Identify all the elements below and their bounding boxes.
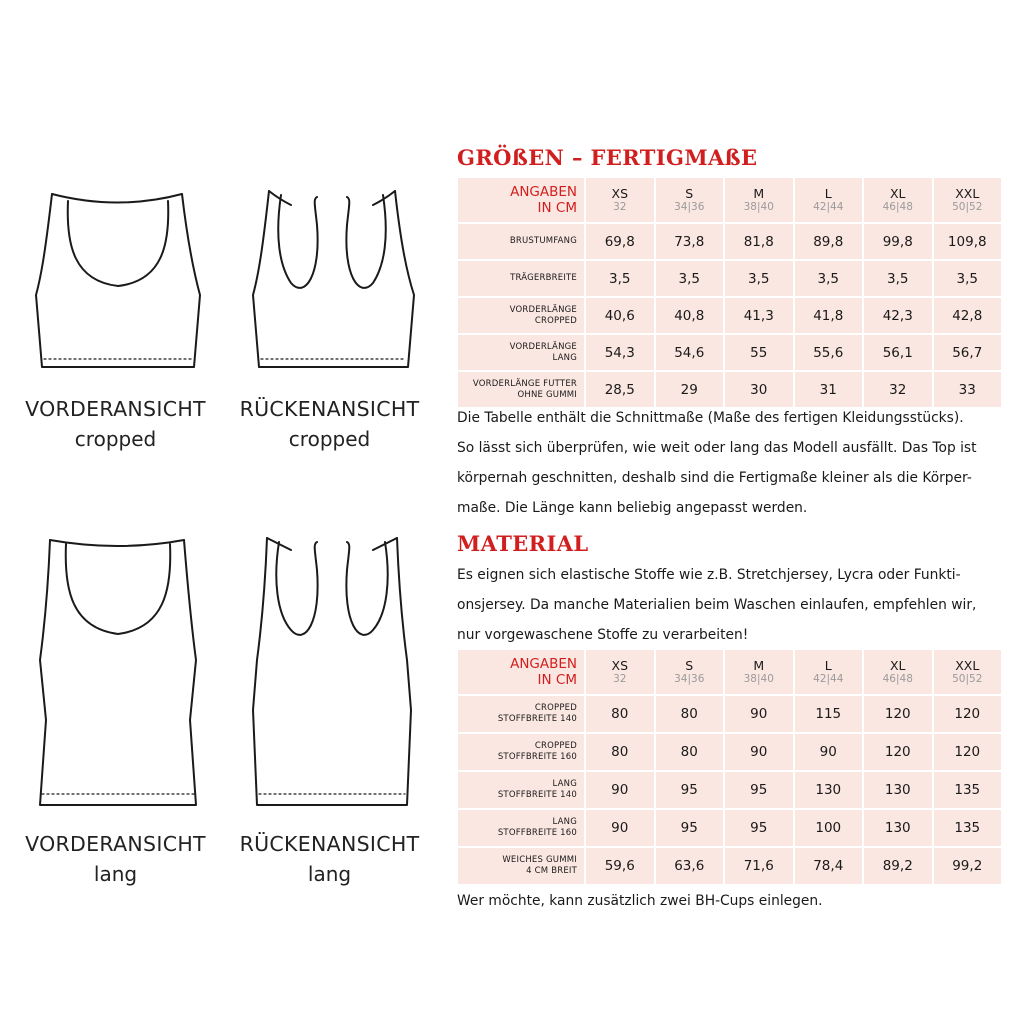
caption-back-cropped: [222, 397, 437, 451]
caption-title: RÜCKENANSICHT: [239, 832, 420, 856]
table-row: [457, 771, 1002, 809]
table-cell: 135: [933, 809, 1003, 847]
table-row: [457, 695, 1002, 733]
sketch-front-cropped: [30, 185, 205, 375]
table-cell: 59,6: [585, 847, 655, 885]
table-cell: 73,8: [655, 223, 725, 260]
table-cell: 3,5: [585, 260, 655, 297]
table-cell: 42,8: [933, 297, 1003, 334]
table-cell: 42,3: [863, 297, 933, 334]
table-cell: 3,5: [655, 260, 725, 297]
row-label: BRUSTUMFANG: [457, 223, 585, 260]
table-cell: 120: [933, 695, 1003, 733]
row-label: CROPPED STOFFBREITE 160: [457, 733, 585, 771]
table-cell: 80: [585, 695, 655, 733]
sketch-back-cropped: [245, 185, 420, 375]
row-label: CROPPED STOFFBREITE 140: [457, 695, 585, 733]
caption-back-long: [222, 832, 437, 886]
table-header-row: [457, 649, 1002, 695]
size-col-header: XL 46|48: [863, 649, 933, 695]
table-cell: 28,5: [585, 371, 655, 408]
table-cell: 90: [794, 733, 864, 771]
table-cell: 3,5: [933, 260, 1003, 297]
table-cell: 31: [794, 371, 864, 408]
table-cell: 130: [794, 771, 864, 809]
sizes-description: [457, 403, 1005, 523]
table-cell: 90: [724, 733, 794, 771]
paragraph-line: Die Tabelle enthält die Schnittmaße (Maße des fertigen Kleidungsstücks).: [457, 410, 964, 426]
size-col-header: XS 32: [585, 649, 655, 695]
sketch-back-long: [245, 530, 420, 815]
table-row: [457, 733, 1002, 771]
sizes-table: [456, 176, 1003, 409]
size-col-header: XXL 50|52: [933, 649, 1003, 695]
caption-title: RÜCKENANSICHT: [239, 397, 420, 421]
table-cell: 81,8: [724, 223, 794, 260]
table-cell: 3,5: [724, 260, 794, 297]
row-label: LANG STOFFBREITE 160: [457, 809, 585, 847]
paragraph-line: körpernah geschnitten, deshalb sind die Fertigmaße kleiner als die Körper-: [457, 470, 972, 486]
table-cell: 120: [863, 695, 933, 733]
table-row: [457, 809, 1002, 847]
table-cell: 90: [585, 771, 655, 809]
table-cell: 135: [933, 771, 1003, 809]
table-cell: 130: [863, 809, 933, 847]
size-col-header: XS 32: [585, 177, 655, 223]
row-label: VORDERLÄNGE FUTTER OHNE GUMMI: [457, 371, 585, 408]
row-label: LANG STOFFBREITE 140: [457, 771, 585, 809]
table-header-label: ANGABEN IN CM: [457, 649, 585, 695]
caption-front-long: [8, 832, 223, 886]
table-cell: 78,4: [794, 847, 864, 885]
table-cell: 30: [724, 371, 794, 408]
size-col-header: L 42|44: [794, 649, 864, 695]
row-label: TRÄGERBREITE: [457, 260, 585, 297]
size-col-header: L 42|44: [794, 177, 864, 223]
table-cell: 109,8: [933, 223, 1003, 260]
table-cell: 40,6: [585, 297, 655, 334]
caption-subtitle: lang: [307, 862, 352, 886]
table-cell: 89,8: [794, 223, 864, 260]
table-cell: 3,5: [863, 260, 933, 297]
caption-front-cropped: [8, 397, 223, 451]
table-cell: 90: [585, 809, 655, 847]
table-row: [457, 297, 1002, 334]
paragraph-line: maße. Die Länge kann beliebig angepasst werden.: [457, 500, 808, 516]
table-cell: 115: [794, 695, 864, 733]
table-cell: 56,7: [933, 334, 1003, 371]
row-label: VORDERLÄNGE LANG: [457, 334, 585, 371]
table-cell: 90: [724, 695, 794, 733]
table-cell: 32: [863, 371, 933, 408]
size-col-header: M 38|40: [724, 649, 794, 695]
table-cell: 63,6: [655, 847, 725, 885]
table-row: [457, 260, 1002, 297]
table-header-row: [457, 177, 1002, 223]
size-col-header: S 34|36: [655, 649, 725, 695]
size-col-header: S 34|36: [655, 177, 725, 223]
table-cell: 100: [794, 809, 864, 847]
paragraph-line: Es eignen sich elastische Stoffe wie z.B. Stretchjersey, Lycra oder Funkti-: [457, 567, 961, 583]
caption-title: VORDERANSICHT: [25, 832, 206, 856]
footnote-line: Wer möchte, kann zusätzlich zwei BH-Cups einlegen.: [457, 893, 823, 909]
material-description: [457, 560, 1005, 650]
caption-subtitle: lang: [93, 862, 138, 886]
caption-subtitle: cropped: [74, 427, 157, 451]
row-label: VORDERLÄNGE CROPPED: [457, 297, 585, 334]
row-label: WEICHES GUMMI 4 CM BREIT: [457, 847, 585, 885]
table-cell: 89,2: [863, 847, 933, 885]
table-cell: 55: [724, 334, 794, 371]
table-cell: 33: [933, 371, 1003, 408]
table-row: [457, 847, 1002, 885]
table-cell: 54,6: [655, 334, 725, 371]
table-cell: 54,3: [585, 334, 655, 371]
paragraph-line: onsjersey. Da manche Materialien beim Waschen einlaufen, empfehlen wir,: [457, 597, 977, 613]
table-cell: 3,5: [794, 260, 864, 297]
table-cell: 80: [655, 695, 725, 733]
table-cell: 41,3: [724, 297, 794, 334]
table-header-label: ANGABEN IN CM: [457, 177, 585, 223]
material-footnote: [457, 886, 1005, 916]
table-cell: 71,6: [724, 847, 794, 885]
table-cell: 41,8: [794, 297, 864, 334]
table-cell: 95: [724, 771, 794, 809]
table-cell: 95: [655, 809, 725, 847]
paragraph-line: So lässt sich überprüfen, wie weit oder lang das Modell ausfällt. Das Top ist: [457, 440, 977, 456]
table-cell: 69,8: [585, 223, 655, 260]
table-cell: 80: [655, 733, 725, 771]
table-cell: 99,2: [933, 847, 1003, 885]
table-cell: 130: [863, 771, 933, 809]
sizes-heading: GRÖßEN – FERTIGMAßE: [457, 145, 758, 170]
table-cell: 55,6: [794, 334, 864, 371]
table-cell: 29: [655, 371, 725, 408]
table-cell: 40,8: [655, 297, 725, 334]
table-cell: 95: [724, 809, 794, 847]
caption-title: VORDERANSICHT: [25, 397, 206, 421]
table-row: [457, 334, 1002, 371]
sketch-front-long: [30, 530, 205, 815]
table-row: [457, 223, 1002, 260]
table-cell: 120: [933, 733, 1003, 771]
size-col-header: XXL 50|52: [933, 177, 1003, 223]
material-heading: MATERIAL: [457, 531, 589, 556]
material-table: [456, 648, 1003, 886]
table-cell: 99,8: [863, 223, 933, 260]
table-cell: 120: [863, 733, 933, 771]
paragraph-line: nur vorgewaschene Stoffe zu verarbeiten!: [457, 627, 749, 643]
table-cell: 95: [655, 771, 725, 809]
caption-subtitle: cropped: [288, 427, 371, 451]
size-col-header: M 38|40: [724, 177, 794, 223]
size-col-header: XL 46|48: [863, 177, 933, 223]
table-cell: 80: [585, 733, 655, 771]
table-cell: 56,1: [863, 334, 933, 371]
